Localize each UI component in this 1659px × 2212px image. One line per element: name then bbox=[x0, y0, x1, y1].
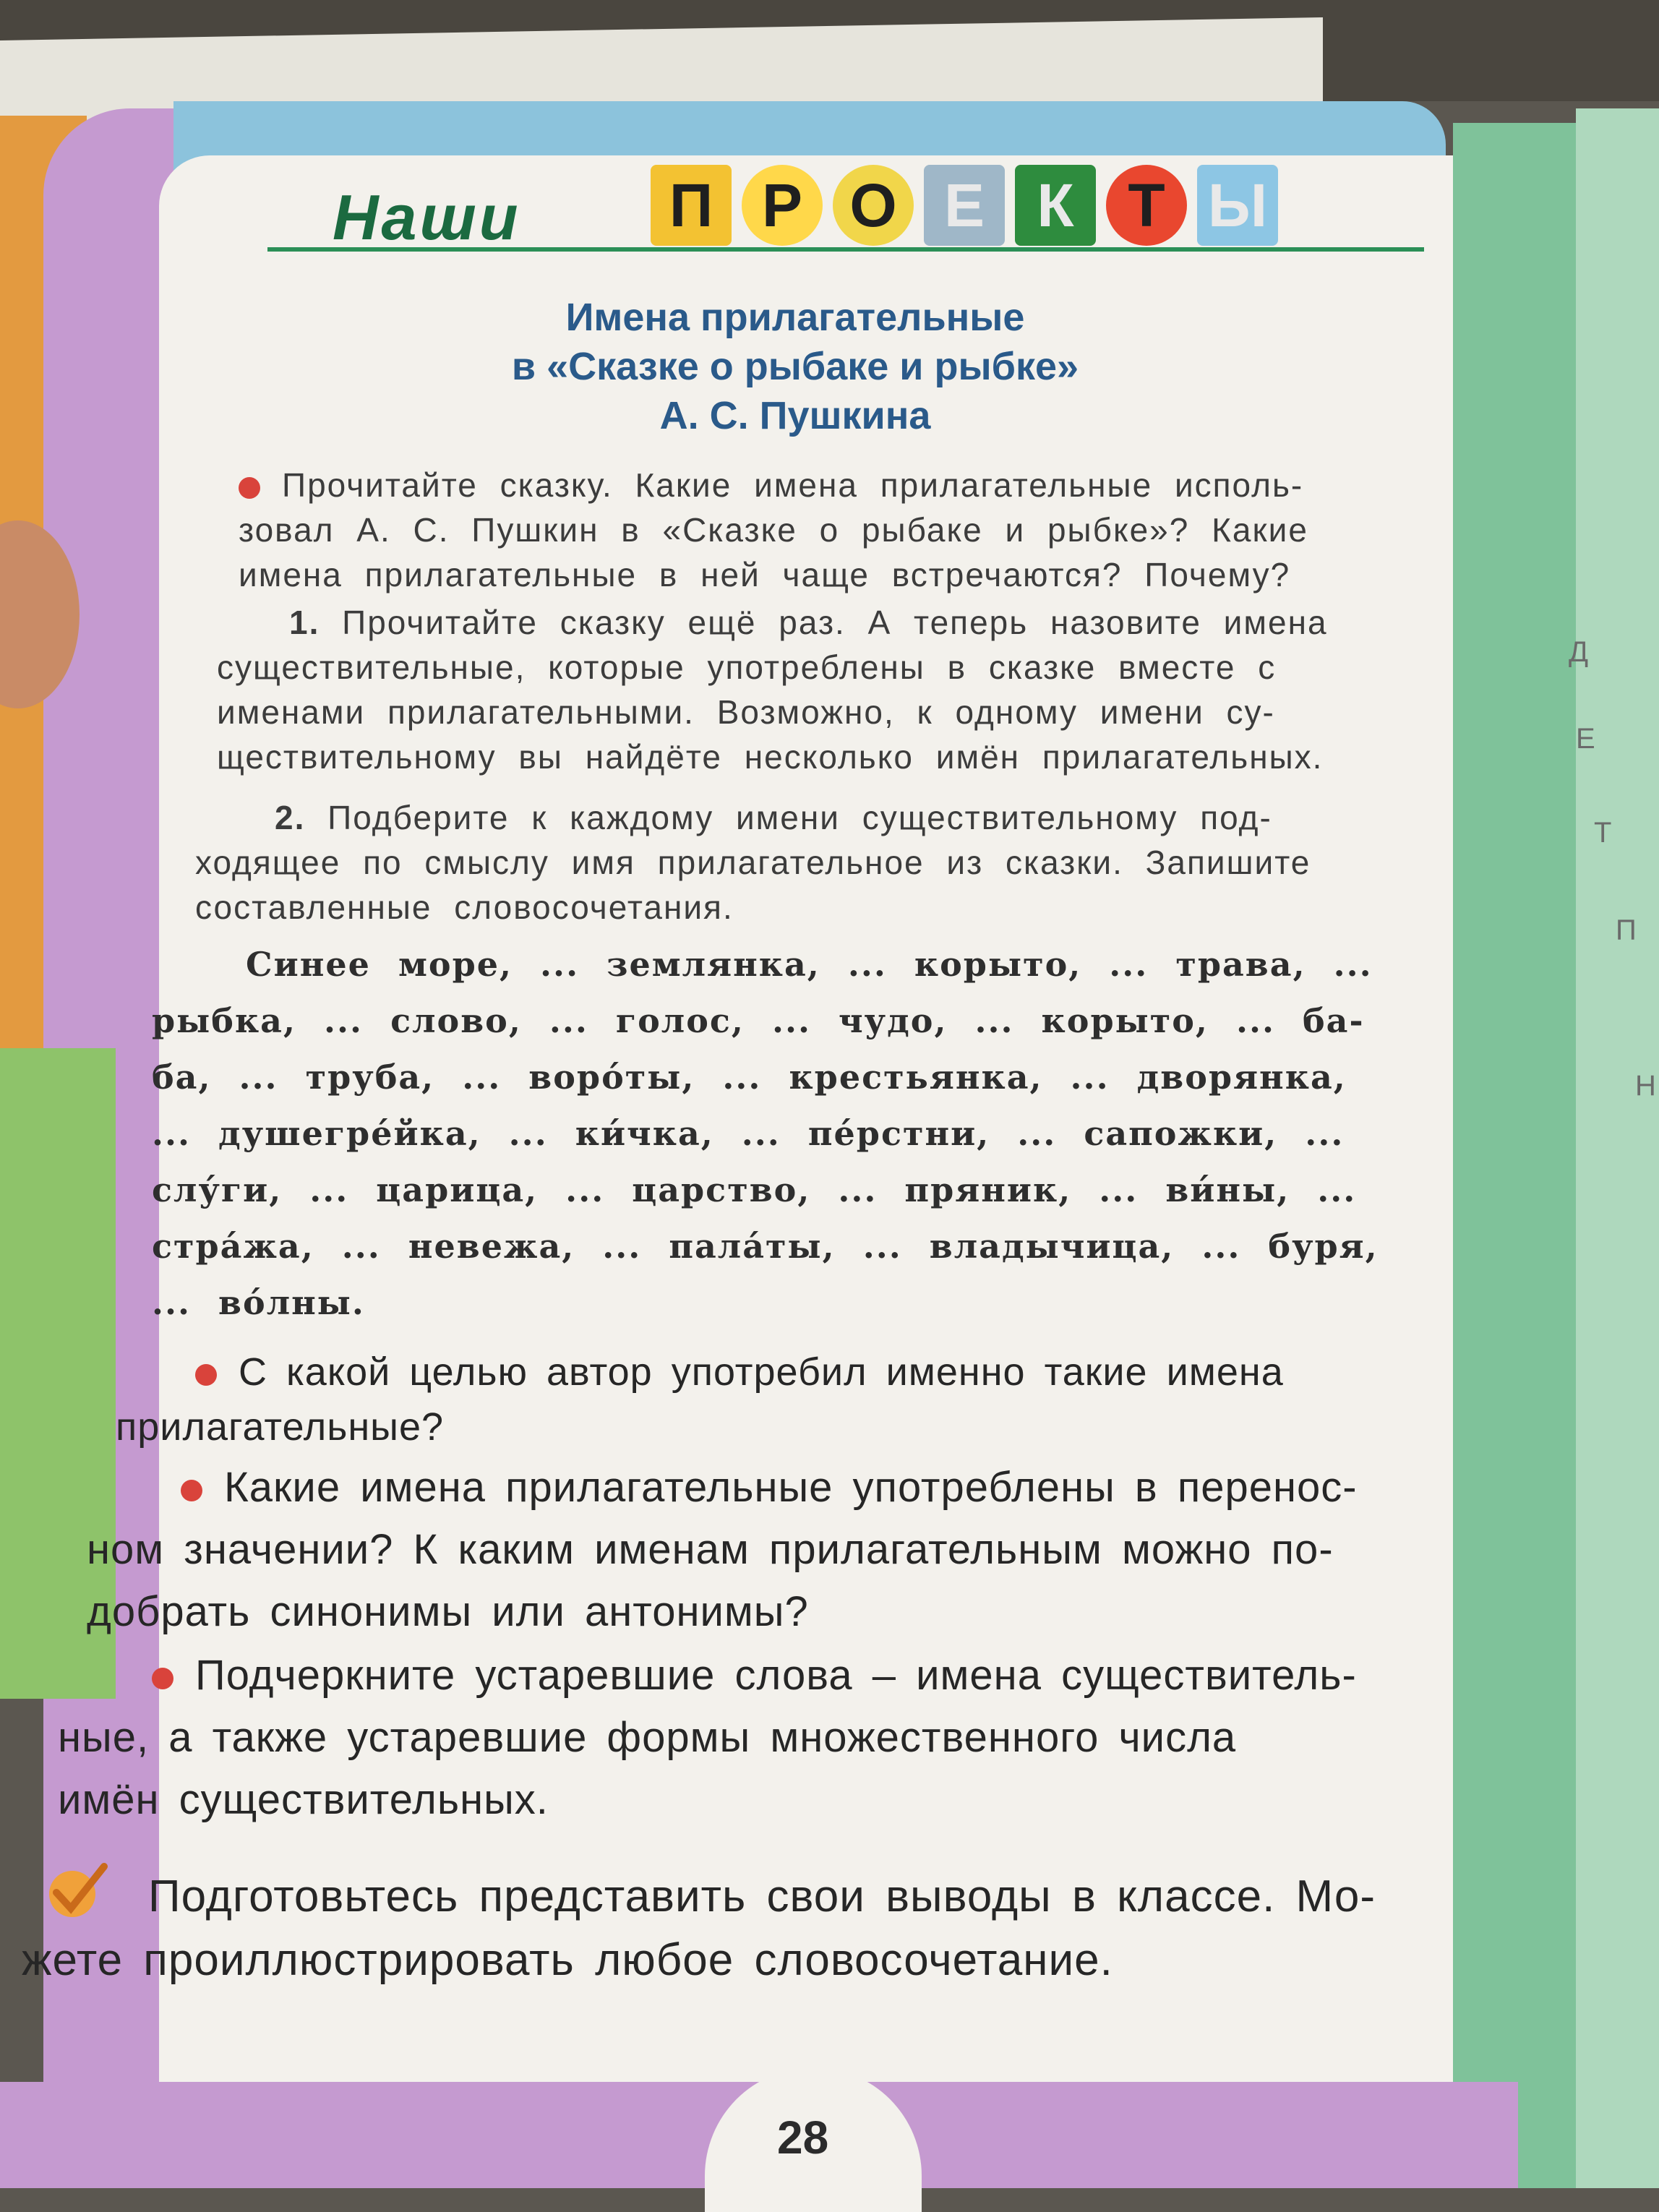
letter-block: Т bbox=[1106, 165, 1187, 246]
project-letters bbox=[651, 165, 1278, 246]
phrase-line: ... во́лны. bbox=[152, 1283, 365, 1322]
side-letter: Т bbox=[1594, 817, 1612, 849]
phrase-list bbox=[152, 936, 1511, 1331]
question-line: С какой целью автор употребил именно такие имена bbox=[239, 1350, 1284, 1394]
task-2 bbox=[195, 795, 1489, 930]
title-line: А. С. Пушкина bbox=[659, 394, 931, 437]
title-line: в «Сказке о рыбаке и рыбке» bbox=[511, 345, 1079, 388]
side-letter: Н bbox=[1635, 1070, 1656, 1102]
phrase-line: ба, ... труба, ... воро́ты, ... крестьянка, ... дворянка, bbox=[152, 1058, 1347, 1097]
intro-line: имена прилагательные в ней чаще встречаются? Почему? bbox=[239, 556, 1291, 593]
task-number: 2. bbox=[275, 799, 306, 836]
question-line: имён существительных. bbox=[58, 1776, 549, 1823]
task-number: 1. bbox=[289, 604, 320, 641]
question-line: ные, а также устаревшие формы множественного числа bbox=[58, 1714, 1237, 1761]
letter-block: Ы bbox=[1197, 165, 1278, 246]
side-letter: Д bbox=[1569, 636, 1589, 668]
phrase-line: рыбка, ... слово, ... голос, ... чудо, ... корыто, ... ба- bbox=[152, 1001, 1365, 1040]
phrase-line: Синее море, ... землянка, ... корыто, ... трава, ... bbox=[246, 945, 1373, 984]
letter-block: Е bbox=[924, 165, 1005, 246]
letter-block: П bbox=[651, 165, 732, 246]
question-line: Какие имена прилагательные употреблены в перенос- bbox=[224, 1464, 1358, 1511]
side-letter: Е bbox=[1576, 723, 1595, 755]
intro-line: зовал А. С. Пушкин в «Сказке о рыбаке и рыбке»? Какие bbox=[239, 511, 1308, 549]
phrase-line: слу́ги, ... царица, ... царство, ... пряник, ... ви́ны, ... bbox=[152, 1170, 1357, 1209]
question-2 bbox=[87, 1457, 1576, 1643]
task-line: ходящее по смыслу имя прилагательное из сказки. Запишите bbox=[195, 844, 1311, 881]
conclusion-line: жете проиллюстрировать любое словосочетание. bbox=[22, 1935, 1113, 1985]
task-line: Прочитайте сказку ещё раз. А теперь назовите имена bbox=[342, 604, 1328, 641]
question-line: ном значении? К каким именам прилагательным можно по- bbox=[87, 1526, 1334, 1573]
bullet-icon bbox=[181, 1480, 202, 1501]
letter-block: Р bbox=[742, 165, 823, 246]
question-line: добрать синонимы или антонимы? bbox=[87, 1588, 809, 1635]
phrase-line: стра́жа, ... невежа, ... пала́ты, ... владычица, ... буря, bbox=[152, 1227, 1379, 1266]
question-line: прилагательные? bbox=[116, 1405, 445, 1449]
letter-block: О bbox=[833, 165, 914, 246]
intro-paragraph bbox=[239, 463, 1482, 597]
question-1 bbox=[116, 1345, 1561, 1454]
bullet-icon bbox=[195, 1364, 217, 1386]
series-label: Наши bbox=[333, 181, 521, 253]
page-number: 28 bbox=[777, 2112, 829, 2164]
phrase-line: ... душегре́йка, ... ки́чка, ... пе́рстни, ... сапожки, ... bbox=[152, 1114, 1345, 1153]
task-line: составленные словосочетания. bbox=[195, 888, 734, 926]
intro-line: Прочитайте сказку. Какие имена прилагательные исполь- bbox=[282, 466, 1304, 504]
title-line: Имена прилагательные bbox=[565, 296, 1025, 339]
lesson-title bbox=[289, 293, 1301, 440]
question-3 bbox=[58, 1645, 1605, 1831]
task-line: ществительному вы найдёте несколько имён прилагательных. bbox=[217, 738, 1324, 776]
bullet-icon bbox=[239, 477, 260, 499]
question-line: Подчеркните устаревшие слова – имена существитель- bbox=[195, 1652, 1357, 1699]
letter-block: К bbox=[1015, 165, 1096, 246]
side-letter: П bbox=[1616, 914, 1637, 946]
task-line: именами прилагательными. Возможно, к одному имени су- bbox=[217, 693, 1275, 731]
conclusion-line: Подготовьтесь представить свои выводы в классе. Мо- bbox=[148, 1872, 1376, 1921]
task-line: Подберите к каждому имени существительному под- bbox=[327, 799, 1272, 836]
bullet-icon bbox=[152, 1668, 173, 1689]
conclusion bbox=[22, 1865, 1612, 1992]
task-1 bbox=[217, 600, 1482, 779]
task-line: существительные, которые употреблены в сказке вместе с bbox=[217, 648, 1277, 686]
